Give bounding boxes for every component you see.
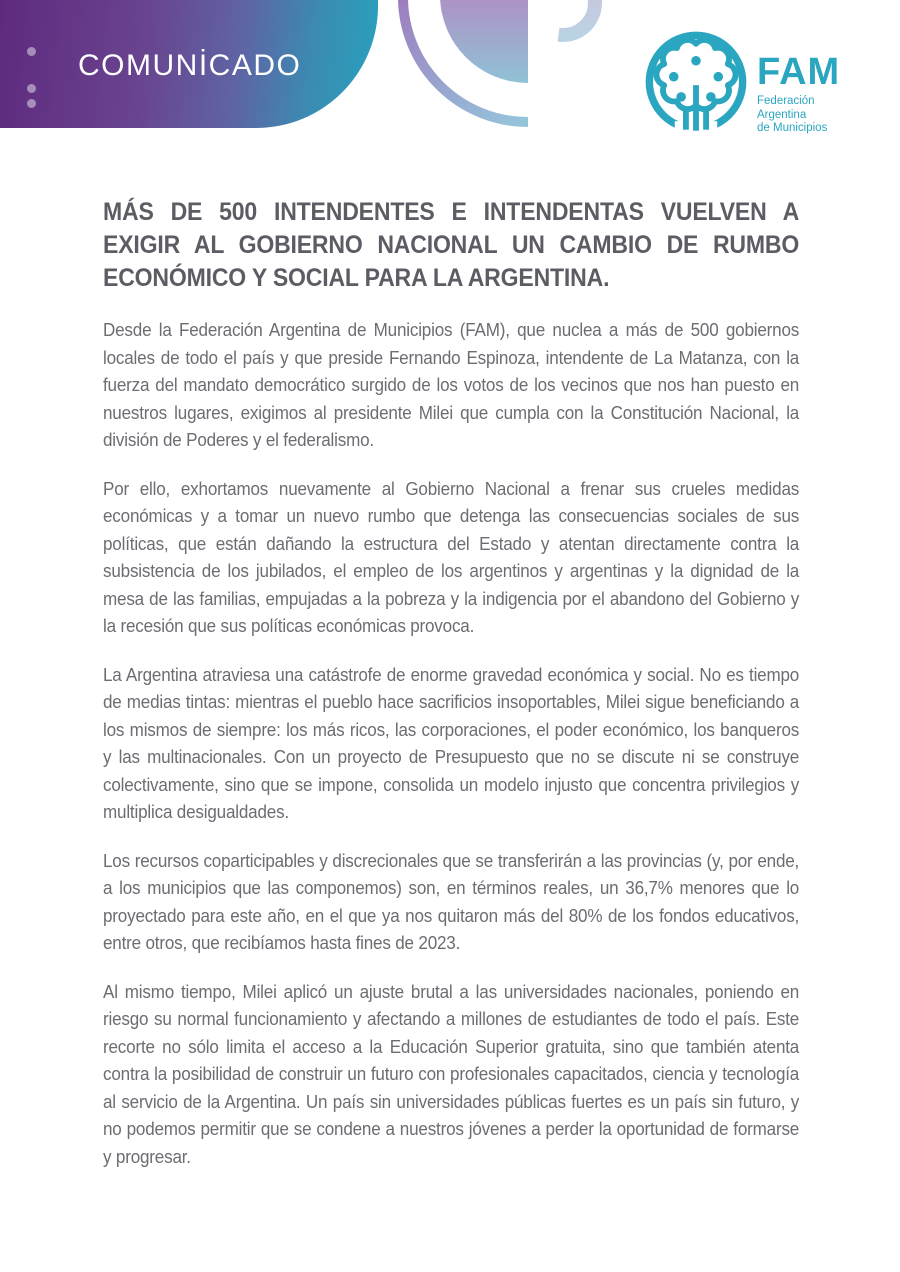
paragraph-4: Los recursos coparticipables y discrecionales que se transferirán a las provincias (y, por ende, a los municipios que las componemos) son, en términos reales, un 36,7% menores que lo proyectado para este año, en el que ya nos quitaron más del 80% de los fondos educativos, entre otros, que recibíamos hasta fines de 2023. [103, 849, 800, 953]
fam-tagline [757, 95, 840, 136]
comunicado-banner [0, 0, 378, 128]
fam-tree-icon [643, 29, 749, 135]
banner-dot [27, 47, 36, 56]
fam-tagline-line1: Federación Argentina [757, 95, 815, 121]
banner-title: COMUNİCADO [78, 49, 302, 82]
paragraph-5: Al mismo tiempo, Milei aplicó un ajuste brutal a las universidades nacionales, poniendo en riesgo su normal funcionamiento y afectando a millones de estudiantes de todo el país. Este recorte no sólo limita el acceso a la Educación Superior gratuita, sino que también atenta contra la posibilidad de construir un futuro con profesionales capacitados, ciencia y tecnología al servicio de la Argentina. Un país sin universidades públicas fuertes es un país sin futuro, y no podemos permitir que se condene a nuestros jóvenes a perder la oportunidad de formarse y progresar. [103, 980, 800, 1167]
paragraph-3: La Argentina atraviesa una catástrofe de enorme gravedad económica y social. No es tiempo de medias tintas: mientras el pueblo hace sacrificios insoportables, Milei sigue beneficiando a los mismos de siempre: los más ricos, las corporaciones, el poder económico, los banqueros y las multinacionales. Con un proyecto de Presupuesto que no se discute ni se construye colectivamente, sino que se impone, consolida un modelo injusto que concentra privilegios y multiplica desigualdades. [103, 663, 800, 822]
concentric-arcs-icon [383, 0, 613, 145]
fam-logo-text [757, 52, 840, 136]
paragraph-2: Por ello, exhortamos nuevamente al Gobierno Nacional a frenar sus crueles medidas económicas y a tomar un nuevo rumbo que detenga las consecuencias sociales de sus políticas, que están dañando la estructura del Estado y atentan directamente contra la subsistencia de los jubilados, el empleo de los argentinos y argentinas y la dignidad de la mesa de las familias, empujadas a la pobreza y la indigencia por el abandono del Gobierno y la recesión que sus políticas económicas provoca. [103, 477, 800, 636]
fam-tagline-line2: de Municipios [757, 122, 828, 134]
fam-acronym: FAM [757, 51, 841, 93]
paragraph-1: Desde la Federación Argentina de Municipios (FAM), que nuclea a más de 500 gobiernos locales de todo el país y que preside Fernando Espinoza, intendente de La Matanza, con la fuerza del mandato democrático surgido de los votos de los vecinos que nos han puesto en nuestros lugares, exigimos al presidente Milei que cumpla con la Constitución Nacional, la división de Poderes y el federalismo. [103, 319, 800, 450]
press-release-title: MÁS DE 500 INTENDENTES E INTENDENTAS VUELVEN A EXIGIR AL GOBIERNO NACIONAL UN CAMBIO DE RUMBO ECONÓMICO Y SOCIAL PARA LA ARGENTINA. [103, 198, 800, 292]
press-release-body [103, 196, 799, 1170]
banner-dot [27, 99, 36, 108]
banner-dot [27, 84, 36, 93]
